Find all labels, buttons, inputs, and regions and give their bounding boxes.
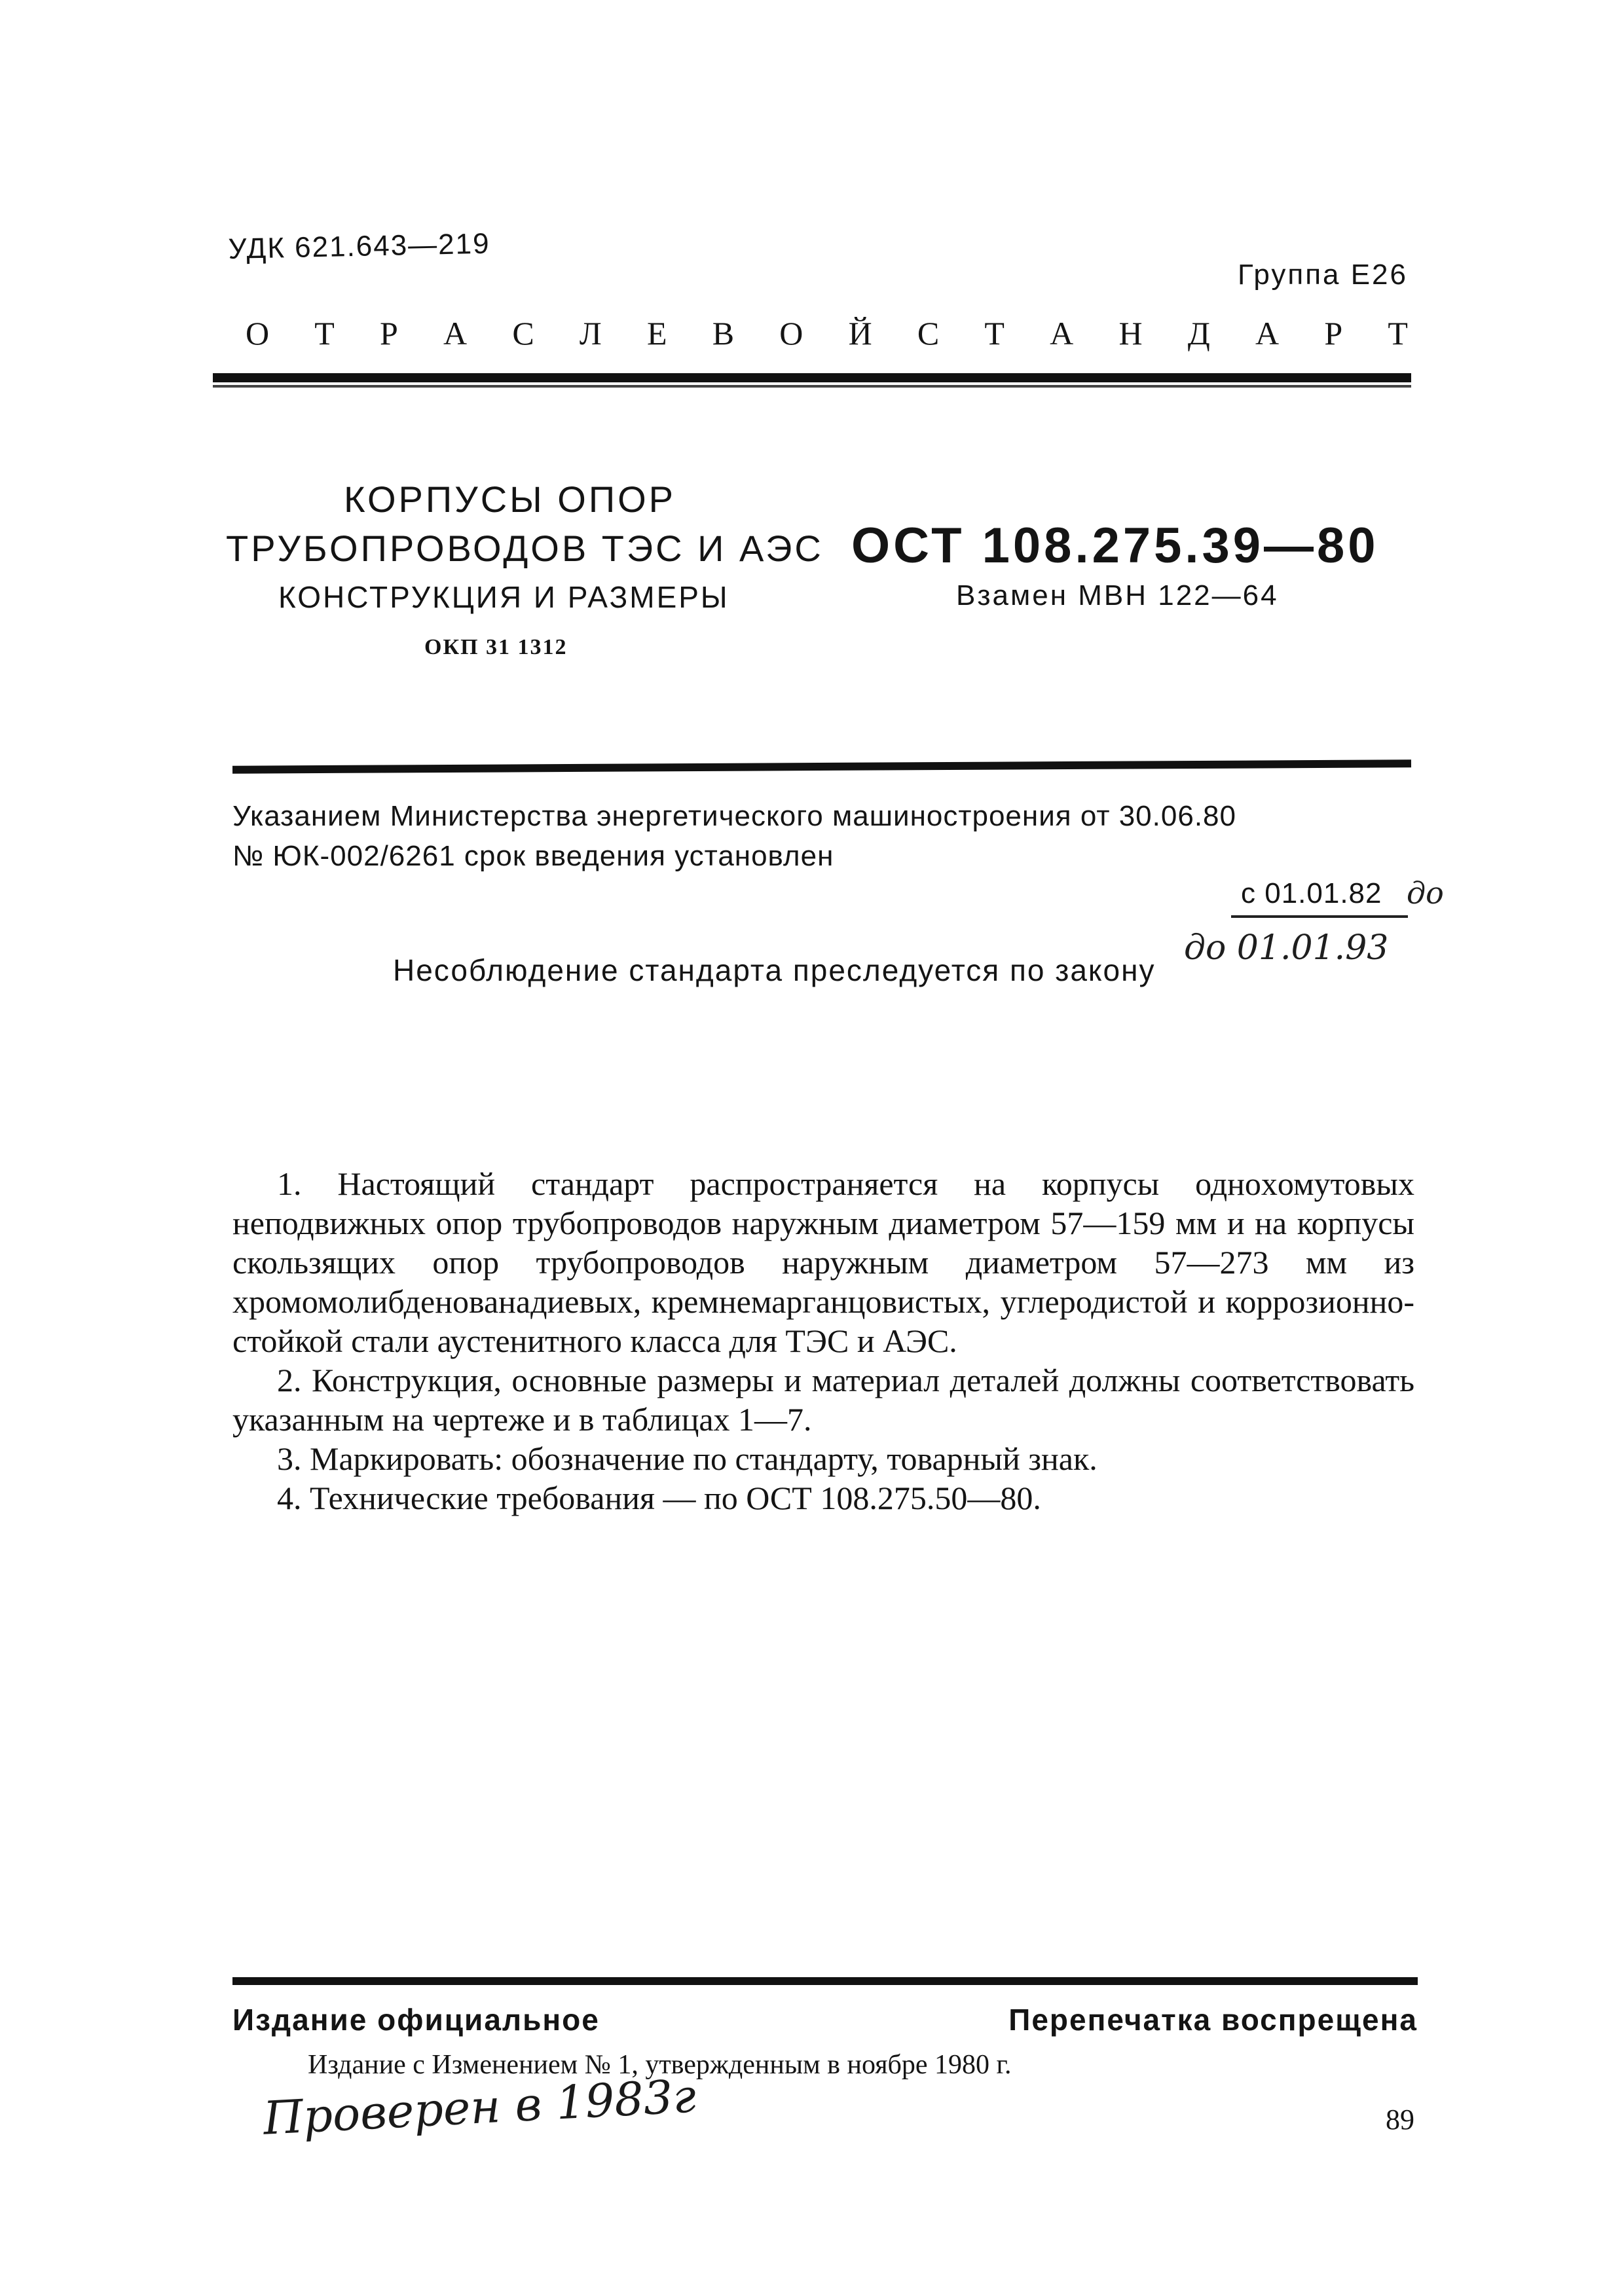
industry-standard-letter: А	[443, 315, 468, 352]
industry-standard-letter: С	[512, 315, 534, 352]
middle-divider	[232, 759, 1411, 773]
no-reprint-label: Перепечатка воспрещена	[1008, 2003, 1418, 2037]
industry-standard-letter: О	[779, 315, 803, 352]
title-line-1: КОРПУСЫ ОПОР	[344, 479, 676, 520]
industry-standard-letter: Р	[380, 315, 398, 352]
industry-standard-letter: Л	[579, 315, 602, 352]
group-code: Группа Е26	[1238, 259, 1408, 291]
industry-standard-letter: В	[712, 315, 735, 352]
directive-line-2: № ЮК-002/6261 срок введения установлен	[232, 840, 834, 872]
industry-standard-letter: Е	[646, 315, 667, 352]
top-divider	[213, 373, 1411, 382]
effective-date: с 01.01.82	[1241, 877, 1382, 909]
replaces-standard: Взамен МВН 122—64	[956, 579, 1279, 611]
industry-standard-letter: Р	[1324, 315, 1343, 352]
effective-date-underline	[1231, 915, 1408, 918]
industry-standard-letter: Д	[1187, 315, 1210, 352]
body-paragraph: 3. Маркировать: обозначение по стандарту, товарный знак.	[277, 1440, 1098, 1477]
page-number: 89	[1386, 2104, 1414, 2136]
industry-standard-letter: Й	[848, 315, 872, 352]
industry-standard-heading	[246, 314, 1408, 352]
penalty-notice: Несоблюдение стандарта преследуется по закону	[393, 953, 1156, 987]
okp-code: ОКП 31 1312	[424, 635, 568, 659]
industry-standard-letter: О	[246, 315, 270, 352]
body-paragraph: 2. Конструкция, основные размеры и материал деталей должны соответствовать указанным на чертеже и в таблицах 1—7.	[232, 1362, 1414, 1438]
body-paragraph: 1. Настоящий стандарт распространяется на корпусы одноxомутовых неподвижных опор трубопроводов наружным диаметром 57—159 мм и на корпусы скользящих опор трубопроводов наружным диаметром 57—273 мм из хромомолибденованадиевых, кремнемарганцовистых, углеродистой и коррозионно-стойкой стали аустенитного класса для ТЭС и АЭС.	[232, 1165, 1414, 1359]
body-text	[232, 1164, 1414, 1518]
directive-line-1: Указанием Министерства энергетического машиностроения от 30.06.80	[232, 800, 1236, 832]
handwritten-extended-date: до 01.01.93	[1184, 928, 1389, 968]
handwritten-checked-note: Проверен в 1983г	[262, 2069, 697, 2145]
bottom-divider	[232, 1977, 1418, 1985]
edition-note: Издание с Изменением № 1, утвержденным в ноябре 1980 г.	[308, 2050, 1012, 2080]
official-edition-label: Издание официальное	[232, 2003, 600, 2037]
body-paragraph: 4. Технические требования — по ОСТ 108.275.50—80.	[277, 1480, 1041, 1516]
top-divider-thin	[213, 385, 1411, 388]
industry-standard-letter: Т	[1388, 315, 1408, 352]
title-line-2: ТРУБОПРОВОДОВ ТЭС И АЭС	[226, 528, 824, 569]
udk-code: УДК 621.643—219	[228, 227, 491, 265]
handwritten-date-suffix: до	[1407, 875, 1444, 911]
industry-standard-letter: С	[917, 315, 940, 352]
industry-standard-letter: Т	[984, 315, 1005, 352]
industry-standard-letter: Т	[314, 315, 335, 352]
industry-standard-letter: Н	[1118, 315, 1143, 352]
industry-standard-letter: А	[1050, 315, 1074, 352]
title-line-3: КОНСТРУКЦИЯ И РАЗМЕРЫ	[278, 580, 729, 614]
standard-code: ОСТ 108.275.39—80	[851, 518, 1379, 574]
industry-standard-letter: А	[1255, 315, 1280, 352]
